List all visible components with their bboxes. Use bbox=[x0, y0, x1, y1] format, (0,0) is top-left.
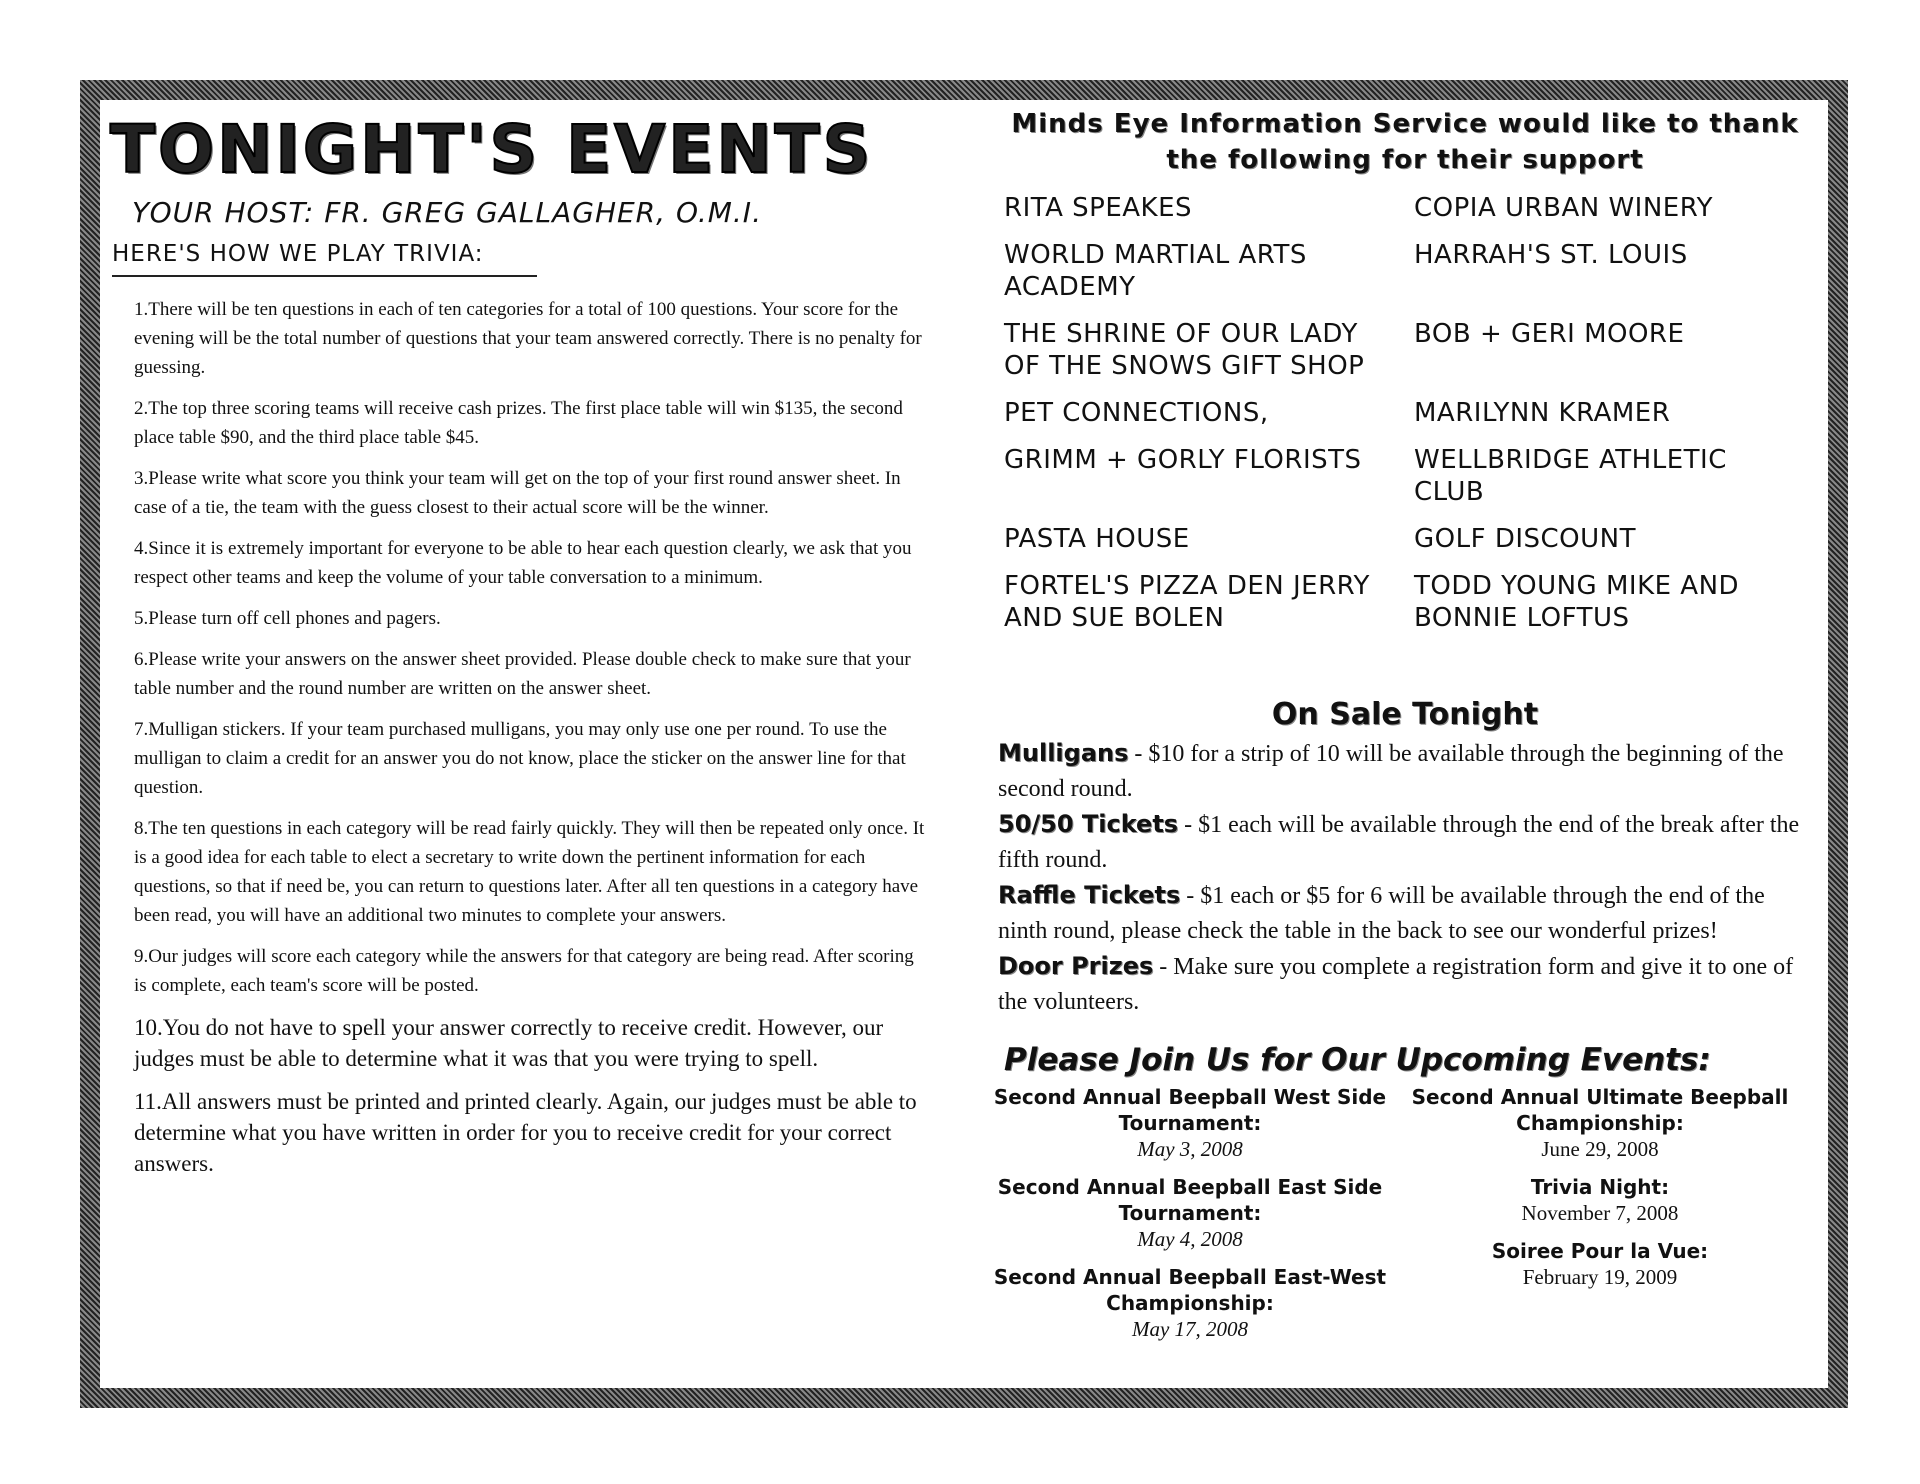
event-item bbox=[990, 1264, 1390, 1342]
sale-item-text: - $10 for a strip of 10 will be available through the beginning of the second round. bbox=[998, 741, 1784, 802]
sponsor-item: PASTA HOUSE bbox=[1004, 524, 1190, 554]
page-title: TONIGHT'S EVENTS bbox=[110, 111, 874, 188]
sponsor-item: COPIA URBAN WINERY bbox=[1414, 193, 1713, 223]
event-item bbox=[990, 1084, 1390, 1162]
event-item bbox=[1390, 1084, 1810, 1162]
rule-item: 3.Please write what score you think your team will get on the top of your first round answer sheet. In case of a tie, the team with the guess closest to their actual score will be the winner. bbox=[134, 468, 901, 518]
events-column-right bbox=[1390, 1084, 1810, 1354]
sponsor-item: MARILYNN KRAMER bbox=[1414, 398, 1671, 428]
sponsor-item: WORLD MARTIAL ARTS ACADEMY bbox=[1004, 240, 1307, 302]
event-date: February 19, 2009 bbox=[1522, 1265, 1678, 1289]
sale-item-text: - $1 each will be available through the end of the break after the fifth round. bbox=[998, 812, 1800, 873]
sale-item-text: - Make sure you complete a registration form and give it to one of the volunteers. bbox=[998, 954, 1794, 1015]
event-item bbox=[1390, 1238, 1810, 1290]
sponsor-item: BOB + GERI MOORE bbox=[1414, 319, 1685, 349]
sponsor-item: GRIMM + GORLY FLORISTS bbox=[1004, 445, 1362, 475]
event-date: November 7, 2008 bbox=[1521, 1201, 1679, 1225]
left-column bbox=[110, 112, 930, 1191]
event-date: May 3, 2008 bbox=[1137, 1137, 1243, 1161]
event-name: Trivia Night: bbox=[1530, 1175, 1670, 1199]
trivia-rules-heading: HERE'S HOW WE PLAY TRIVIA: bbox=[112, 241, 537, 277]
rule-item: 4.Since it is extremely important for everyone to be able to hear each question clearly, we ask that you respect other teams and keep the volume of your table conversation to a minimum. bbox=[134, 538, 912, 588]
upcoming-events-grid bbox=[990, 1084, 1820, 1354]
sale-item bbox=[998, 736, 1820, 807]
rule-item: 10.You do not have to spell your answer correctly to receive credit. However, our judges must be able to determine what it was that you were trying to spell. bbox=[134, 1015, 884, 1071]
event-date: June 29, 2008 bbox=[1541, 1137, 1659, 1161]
rule-item: 8.The ten questions in each category will be read fairly quickly. They will then be repeated only once. It is a good idea for each table to elect a secretary to write down the pertinent information for each questions, so that if need be, you can return to questions later. After all ten questions in a category have been read, you will have an additional two minutes to complete your answers. bbox=[134, 818, 925, 926]
sale-item bbox=[998, 807, 1820, 878]
rule-item: 5.Please turn off cell phones and pagers. bbox=[134, 608, 441, 629]
event-name: Soiree Pour la Vue: bbox=[1491, 1239, 1709, 1263]
rule-item: 2.The top three scoring teams will receive cash prizes. The first place table will win $135, the second place table $90, and the third place table $45. bbox=[134, 398, 903, 448]
host-line: YOUR HOST: FR. GREG GALLAGHER, O.M.I. bbox=[132, 196, 762, 229]
event-item bbox=[990, 1174, 1390, 1252]
thanks-heading: Minds Eye Information Service would like to thank the following for their support bbox=[1011, 109, 1799, 175]
rule-item: 6.Please write your answers on the answer sheet provided. Please double check to make sure that your table number and the round number are written on the answer sheet. bbox=[134, 649, 911, 699]
rule-item: 11.All answers must be printed and printed clearly. Again, our judges must be able to determine what you have written in order for you to receive credit for your correct answers. bbox=[134, 1089, 917, 1176]
rules-list bbox=[110, 295, 930, 1179]
event-name: Second Annual Beepball East Side Tournament: bbox=[997, 1175, 1383, 1225]
on-sale-heading: On Sale Tonight bbox=[1271, 697, 1539, 732]
sale-item bbox=[998, 878, 1820, 949]
sponsor-item: FORTEL'S PIZZA DEN JERRY AND SUE BOLEN bbox=[1004, 571, 1370, 633]
upcoming-events-heading: Please Join Us for Our Upcoming Events: bbox=[1004, 1042, 1711, 1078]
sale-item bbox=[998, 949, 1820, 1020]
event-date: May 4, 2008 bbox=[1137, 1227, 1243, 1251]
sale-item-label: Door Prizes bbox=[998, 952, 1154, 980]
sale-item-label: Raffle Tickets bbox=[998, 881, 1181, 909]
rule-item: 9.Our judges will score each category while the answers for that category are being read. After scoring is complete, each team's score will be posted. bbox=[134, 946, 914, 996]
sponsor-item: HARRAH'S ST. LOUIS bbox=[1414, 240, 1688, 270]
event-name: Second Annual Beepball West Side Tournament: bbox=[993, 1085, 1387, 1135]
sale-item-label: 50/50 Tickets bbox=[998, 810, 1179, 838]
sponsor-item: WELLBRIDGE ATHLETIC CLUB bbox=[1414, 445, 1727, 507]
sponsor-item: THE SHRINE OF OUR LADY OF THE SNOWS GIFT SHOP bbox=[1004, 319, 1365, 381]
sponsor-item: TODD YOUNG MIKE AND BONNIE LOFTUS bbox=[1414, 571, 1740, 633]
sale-item-label: Mulligans bbox=[998, 739, 1129, 767]
sponsor-item: GOLF DISCOUNT bbox=[1414, 524, 1636, 554]
event-name: Second Annual Beepball East-West Championship: bbox=[993, 1265, 1387, 1315]
sponsor-item: RITA SPEAKES bbox=[1004, 193, 1193, 223]
event-item bbox=[1390, 1174, 1810, 1226]
right-column bbox=[990, 106, 1820, 1354]
event-date: May 17, 2008 bbox=[1131, 1317, 1249, 1341]
rule-item: 7.Mulligan stickers. If your team purchased mulligans, you may only use one per round. To use the mulligan to claim a credit for an answer you do not know, place the sticker on the answer line for that question. bbox=[134, 719, 906, 798]
sponsor-list bbox=[990, 192, 1820, 649]
sale-item-text: - $1 each or $5 for 6 will be available through the end of the ninth round, please check the table in the back to see our wonderful prizes! bbox=[998, 883, 1765, 944]
events-column-left bbox=[990, 1084, 1390, 1354]
event-name: Second Annual Ultimate Beepball Championship: bbox=[1411, 1085, 1789, 1135]
sponsor-item: PET CONNECTIONS, bbox=[1004, 398, 1269, 428]
rule-item: 1.There will be ten questions in each of ten categories for a total of 100 questions. Your score for the evening will be the total number of questions that your team answered correctly. There is no penalty for guessing. bbox=[134, 299, 922, 378]
